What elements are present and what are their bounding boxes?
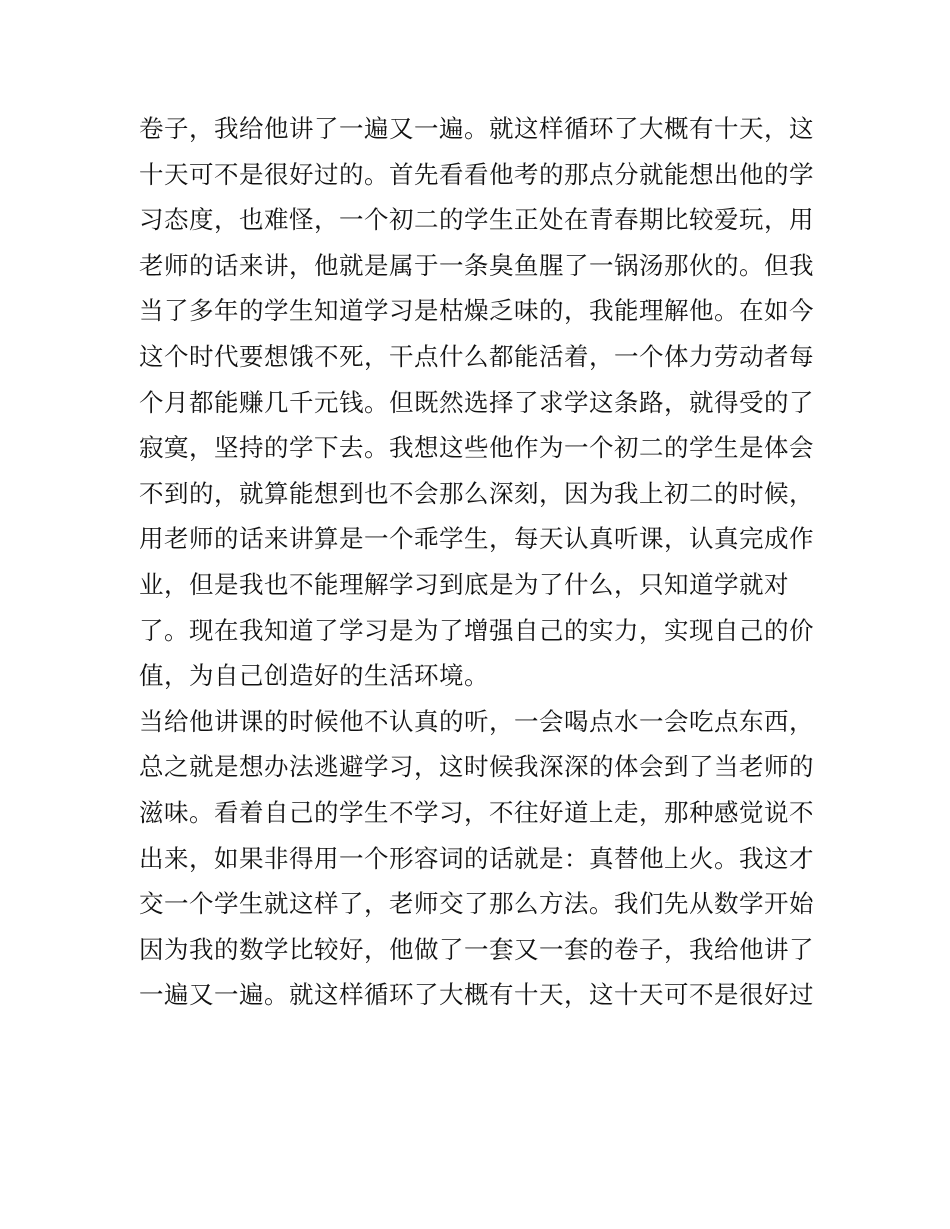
body-text (139, 106, 819, 1018)
text-line: 总之就是想办法逃避学习，这时候我深深的体会到了当老师的 (139, 752, 814, 782)
text-line: 习态度，也难怪，一个初二的学生正处在青春期比较爱玩，用 (139, 205, 814, 235)
text-line: 出来，如果非得用一个形容词的话就是：真替他上火。我这才 (139, 843, 814, 873)
text-line: 寂寞，坚持的学下去。我想这些他作为一个初二的学生是体会 (139, 433, 814, 463)
text-line: 因为我的数学比较好，他做了一套又一套的卷子，我给他讲了 (139, 934, 814, 964)
text-line: 用老师的话来讲算是一个乖学生，每天认真听课，认真完成作 (139, 524, 814, 554)
text-line: 当了多年的学生知道学习是枯燥乏味的，我能理解他。在如今 (139, 296, 814, 326)
text-line: 滋味。看着自己的学生不学习，不往好道上走，那种感觉说不 (139, 797, 814, 827)
text-line: 个月都能赚几千元钱。但既然选择了求学这条路，就得受的了 (139, 387, 814, 417)
text-line: 值，为自己创造好的生活环境。 (139, 661, 489, 691)
text-line: 了。现在我知道了学习是为了增强自己的实力，实现自己的价 (139, 615, 814, 645)
text-line: 一遍又一遍。就这样循环了大概有十天，这十天可不是很好过 (139, 980, 814, 1010)
text-line: 卷子，我给他讲了一遍又一遍。就这样循环了大概有十天，这 (139, 114, 814, 143)
text-line: 老师的话来讲，他就是属于一条臭鱼腥了一锅汤那伙的。但我 (139, 250, 814, 280)
text-line: 这个时代要想饿不死，干点什么都能活着，一个体力劳动者每 (139, 341, 814, 371)
text-line: 交一个学生就这样了，老师交了那么方法。我们先从数学开始 (139, 889, 814, 919)
text-line: 当给他讲课的时候他不认真的听，一会喝点水一会吃点东西， (139, 706, 814, 736)
text-line: 业，但是我也不能理解学习到底是为了什么，只知道学就对 (139, 569, 789, 599)
text-line: 不到的，就算能想到也不会那么深刻，因为我上初二的时候， (139, 478, 814, 508)
text-line: 十天可不是很好过的。首先看看他考的那点分就能想出他的学 (139, 159, 814, 189)
